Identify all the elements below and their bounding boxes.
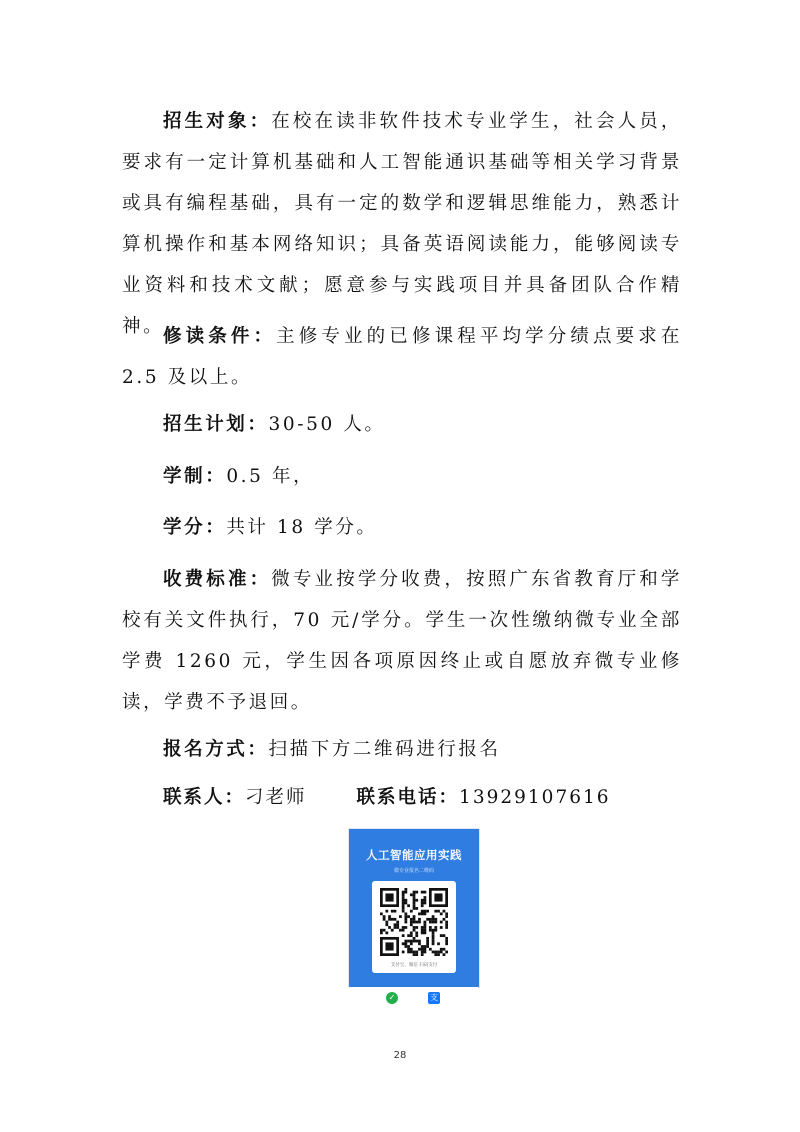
contact-phone[interactable]: 13929107616	[459, 787, 611, 808]
signup-paragraph	[122, 729, 682, 770]
alipay-icon: 支	[430, 993, 438, 1002]
page-number: 28	[393, 1050, 407, 1061]
target-paragraph	[122, 101, 682, 347]
credits-text: 共计 18 学分。	[226, 517, 378, 538]
qr-footer: 支付宝、微信 扫码支付	[390, 963, 438, 968]
contact-phone-label: 联系电话：	[356, 787, 460, 808]
duration-paragraph	[122, 456, 682, 497]
plan-label: 招生计划：	[163, 414, 269, 435]
qr-poster	[348, 828, 480, 988]
contact-person-label: 联系人：	[163, 787, 246, 808]
duration-label: 学制：	[163, 466, 227, 487]
fee-label: 收费标准：	[163, 569, 272, 590]
credits-label: 学分：	[163, 517, 227, 538]
target-label: 招生对象：	[163, 111, 272, 132]
fee-paragraph	[122, 559, 682, 723]
fee-text: 微专业按学分收费，按照广东省教育厅和学校有关文件执行，70 元/学分。学生一次性缴纳微专业全部学费 1260 元，学生因各项原因终止或自愿放弃微专业修读，学费不予退回。	[122, 569, 682, 713]
duration-text: 0.5 年，	[226, 466, 315, 487]
wechat-icon: ✓	[386, 992, 398, 1004]
qr-poster-title: 人工智能应用实践	[366, 848, 462, 862]
qr-poster-subtitle: 微专业报名二维码	[393, 868, 434, 874]
qr-code[interactable]	[380, 888, 448, 956]
requirement-text: 主修专业的已修课程平均学分绩点要求在 2.5 及以上。	[122, 326, 682, 388]
plan-paragraph	[122, 404, 682, 445]
signup-label: 报名方式：	[163, 739, 269, 760]
qr-card	[372, 881, 456, 973]
credits-paragraph	[122, 507, 682, 548]
requirement-label: 修读条件：	[163, 326, 277, 347]
contact-person: 刁老师	[245, 787, 307, 808]
contact-line	[163, 783, 611, 809]
signup-text: 扫描下方二维码进行报名	[268, 739, 501, 760]
payment-icons	[348, 987, 478, 1009]
target-text: 在校在读非软件技术专业学生，社会人员，要求有一定计算机基础和人工智能通识基础等相关学习背景或具有编程基础，具有一定的数学和逻辑思维能力，熟悉计算机操作和基本网络知识；具备英语阅读能力，能够阅读专业资料和技术文献；愿意参与实践项目并具备团队合作精神。	[122, 111, 682, 337]
requirement-paragraph	[122, 316, 682, 398]
plan-text: 30-50 人。	[268, 414, 386, 435]
